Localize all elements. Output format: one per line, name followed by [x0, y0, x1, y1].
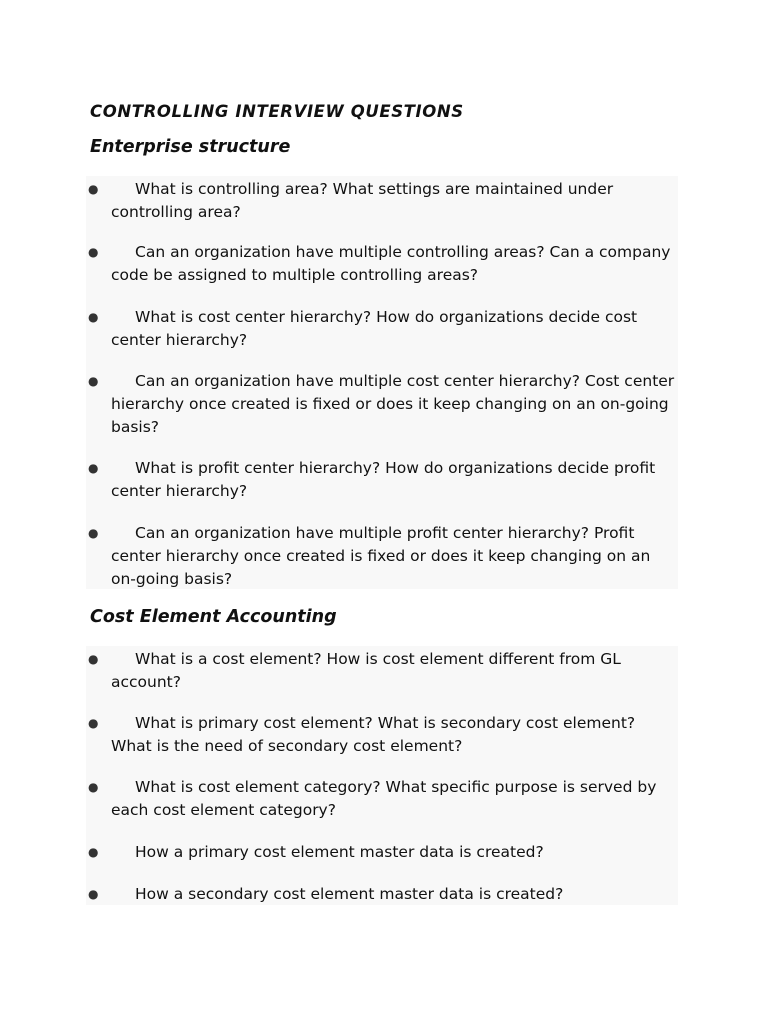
question-text: What is a cost element? How is cost element different from GL account? — [111, 650, 621, 691]
question-text: What is profit center hierarchy? How do organizations decide profit center hierarchy? — [111, 459, 656, 500]
list-item — [86, 370, 678, 439]
bullet-icon: ● — [88, 652, 99, 666]
document-title: CONTROLLING INTERVIEW QUESTIONS — [90, 102, 464, 121]
list-item — [86, 457, 678, 503]
bullet-icon: ● — [88, 845, 99, 859]
question-text: What is primary cost element? What is secondary cost element? What is the need of secondary cost element? — [111, 714, 636, 755]
bullet-icon: ● — [88, 780, 99, 794]
question-text: How a secondary cost element master data is created? — [135, 885, 564, 903]
question-list-enterprise-structure — [86, 176, 678, 589]
question-text: Can an organization have multiple cost center hierarchy? Cost center hierarchy once created is fixed or does it keep changing on an on-going basis? — [111, 372, 675, 436]
bullet-icon: ● — [88, 526, 99, 540]
list-item — [86, 776, 678, 822]
bullet-icon: ● — [88, 461, 99, 475]
bullet-icon: ● — [88, 374, 99, 388]
question-text: What is cost element category? What specific purpose is served by each cost element category? — [111, 778, 657, 819]
list-item — [86, 178, 678, 224]
section-heading-cost-element-accounting: Cost Element Accounting — [90, 607, 337, 627]
bullet-icon: ● — [88, 182, 99, 196]
list-item — [86, 712, 678, 758]
bullet-icon: ● — [88, 887, 99, 901]
question-text: How a primary cost element master data is created? — [135, 843, 544, 861]
list-item — [86, 241, 678, 287]
question-list-cost-element-accounting — [86, 646, 678, 905]
list-item — [86, 306, 678, 352]
list-item — [86, 883, 678, 906]
list-item — [86, 522, 678, 591]
question-text: Can an organization have multiple controlling areas? Can a company code be assigned to multiple controlling areas? — [111, 243, 671, 284]
bullet-icon: ● — [88, 245, 99, 259]
bullet-icon: ● — [88, 310, 99, 324]
list-item — [86, 648, 678, 694]
bullet-icon: ● — [88, 716, 99, 730]
question-text: What is controlling area? What settings are maintained under controlling area? — [111, 180, 614, 221]
section-heading-enterprise-structure: Enterprise structure — [90, 137, 291, 157]
question-text: What is cost center hierarchy? How do organizations decide cost center hierarchy? — [111, 308, 638, 349]
list-item — [86, 841, 678, 864]
question-text: Can an organization have multiple profit center hierarchy? Profit center hierarchy once created is fixed or does it keep changing on an on-going basis? — [111, 524, 651, 588]
